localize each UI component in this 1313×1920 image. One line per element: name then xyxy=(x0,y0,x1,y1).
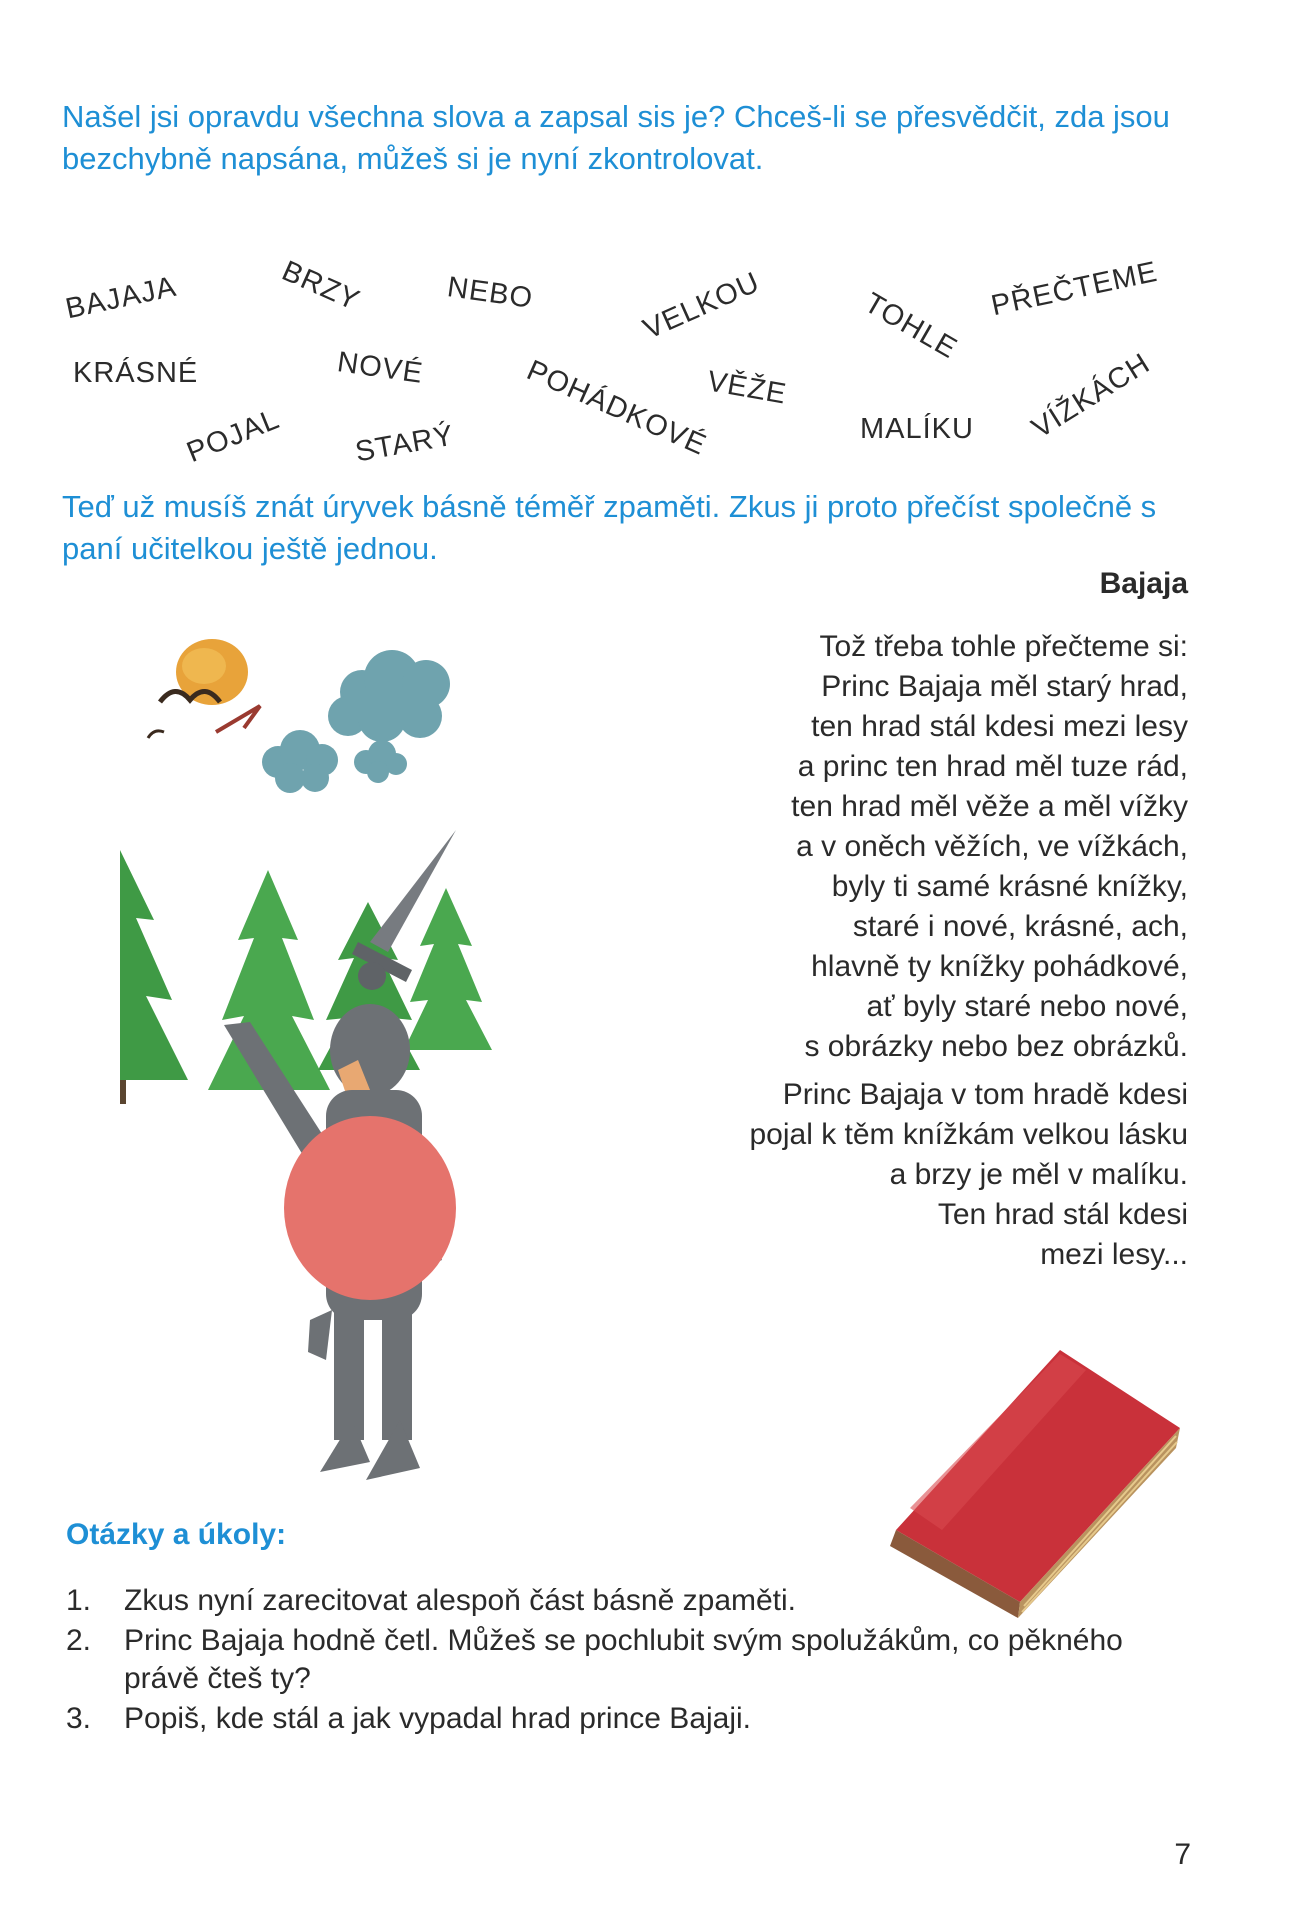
book-icon xyxy=(890,1340,1180,1620)
task-text: Princ Bajaja hodně četl. Můžeš se pochlubit svým spolužákům, co pěkného právě čteš ty? xyxy=(124,1624,1123,1695)
word-velkou: VELKOU xyxy=(638,266,765,346)
tree-icon xyxy=(404,888,492,1050)
word-tohle: TOHLE xyxy=(859,286,963,366)
word-nove: NOVÉ xyxy=(335,346,426,390)
poem-line: s obrázky nebo bez obrázků. xyxy=(804,1030,1188,1063)
task-list xyxy=(66,1582,1206,1740)
bird-icon xyxy=(216,706,260,732)
task-text: Popiš, kde stál a jak vypadal hrad prince Bajaji. xyxy=(124,1702,752,1735)
instruction-paragraph: Teď už musíš znát úryvek básně téměř zpaměti. Zkus ji proto přečíst společně s paní učitelkou ještě jednou. xyxy=(62,489,1157,566)
task-text: Zkus nyní zarecitovat alespoň část básně zpaměti. xyxy=(124,1584,797,1617)
word-pojal: POJAL xyxy=(182,403,285,470)
word-bajaja: BAJAJA xyxy=(62,270,180,326)
poem-title: Bajaja xyxy=(1099,567,1188,600)
cloud-icon xyxy=(262,730,338,793)
word-veze: VĚŽE xyxy=(704,365,790,411)
task-number: 3. xyxy=(66,1702,92,1735)
word-nebo: NEBO xyxy=(445,271,536,315)
word-krasne: KRÁSNÉ xyxy=(73,357,199,389)
poem-stanza-2 xyxy=(588,1075,1188,1275)
intro-paragraph: Našel jsi opravdu všechna slova a zapsal sis je? Chceš-li se přesvědčit, zda jsou bezchybně napsána, můžeš si je nyní zkontrolovat. xyxy=(62,99,1170,176)
word-maliku: MALÍKU xyxy=(860,413,974,445)
knight-illustration xyxy=(120,620,550,1490)
poem-text xyxy=(588,627,1188,1283)
poem-line: Ten hrad stál kdesi xyxy=(937,1198,1188,1231)
tree-icon xyxy=(120,850,188,1104)
poem-line: a v oněch věžích, ve vížkách, xyxy=(796,830,1188,863)
poem-line: byly ti samé krásné knížky, xyxy=(831,870,1188,903)
task-number: 1. xyxy=(66,1584,92,1617)
poem-line: Princ Bajaja v tom hradě kdesi xyxy=(782,1078,1188,1111)
cloud-icon xyxy=(354,740,407,783)
poem-line: Princ Bajaja měl starý hrad, xyxy=(821,670,1188,703)
task-item xyxy=(66,1622,1206,1698)
poem-line: ať byly staré nebo nové, xyxy=(866,990,1188,1023)
poem-line: Tož třeba tohle přečteme si: xyxy=(819,630,1188,663)
page-number: 7 xyxy=(1174,1838,1191,1871)
poem-line: a princ ten hrad měl tuze rád, xyxy=(797,750,1188,783)
poem-line: pojal k těm knížkám velkou lásku xyxy=(749,1118,1188,1151)
word-stary: STARÝ xyxy=(352,419,457,469)
poem-line: staré i nové, krásné, ach, xyxy=(852,910,1188,943)
poem-stanza-1 xyxy=(588,627,1188,1067)
bird-icon xyxy=(148,731,164,738)
word-brzy: BRZY xyxy=(277,254,365,318)
task-item xyxy=(66,1700,1206,1738)
word-vizkach: VÍŽKÁCH xyxy=(1026,347,1156,445)
poem-line: ten hrad stál kdesi mezi lesy xyxy=(811,710,1188,743)
poem-line: mezi lesy... xyxy=(1040,1238,1188,1271)
poem-line: hlavně ty knížky pohádkové, xyxy=(811,950,1188,983)
cloud-icon xyxy=(328,650,450,742)
questions-heading: Otázky a úkoly: xyxy=(66,1518,287,1551)
poem-line: ten hrad měl věže a měl vížky xyxy=(791,790,1188,823)
task-item xyxy=(66,1582,1206,1620)
task-number: 2. xyxy=(66,1624,92,1657)
poem-line: a brzy je měl v malíku. xyxy=(889,1158,1188,1191)
word-pohadkove: POHÁDKOVÉ xyxy=(522,354,712,462)
word-precteme: PŘEČTEME xyxy=(988,255,1161,323)
shield-icon xyxy=(284,1116,456,1300)
